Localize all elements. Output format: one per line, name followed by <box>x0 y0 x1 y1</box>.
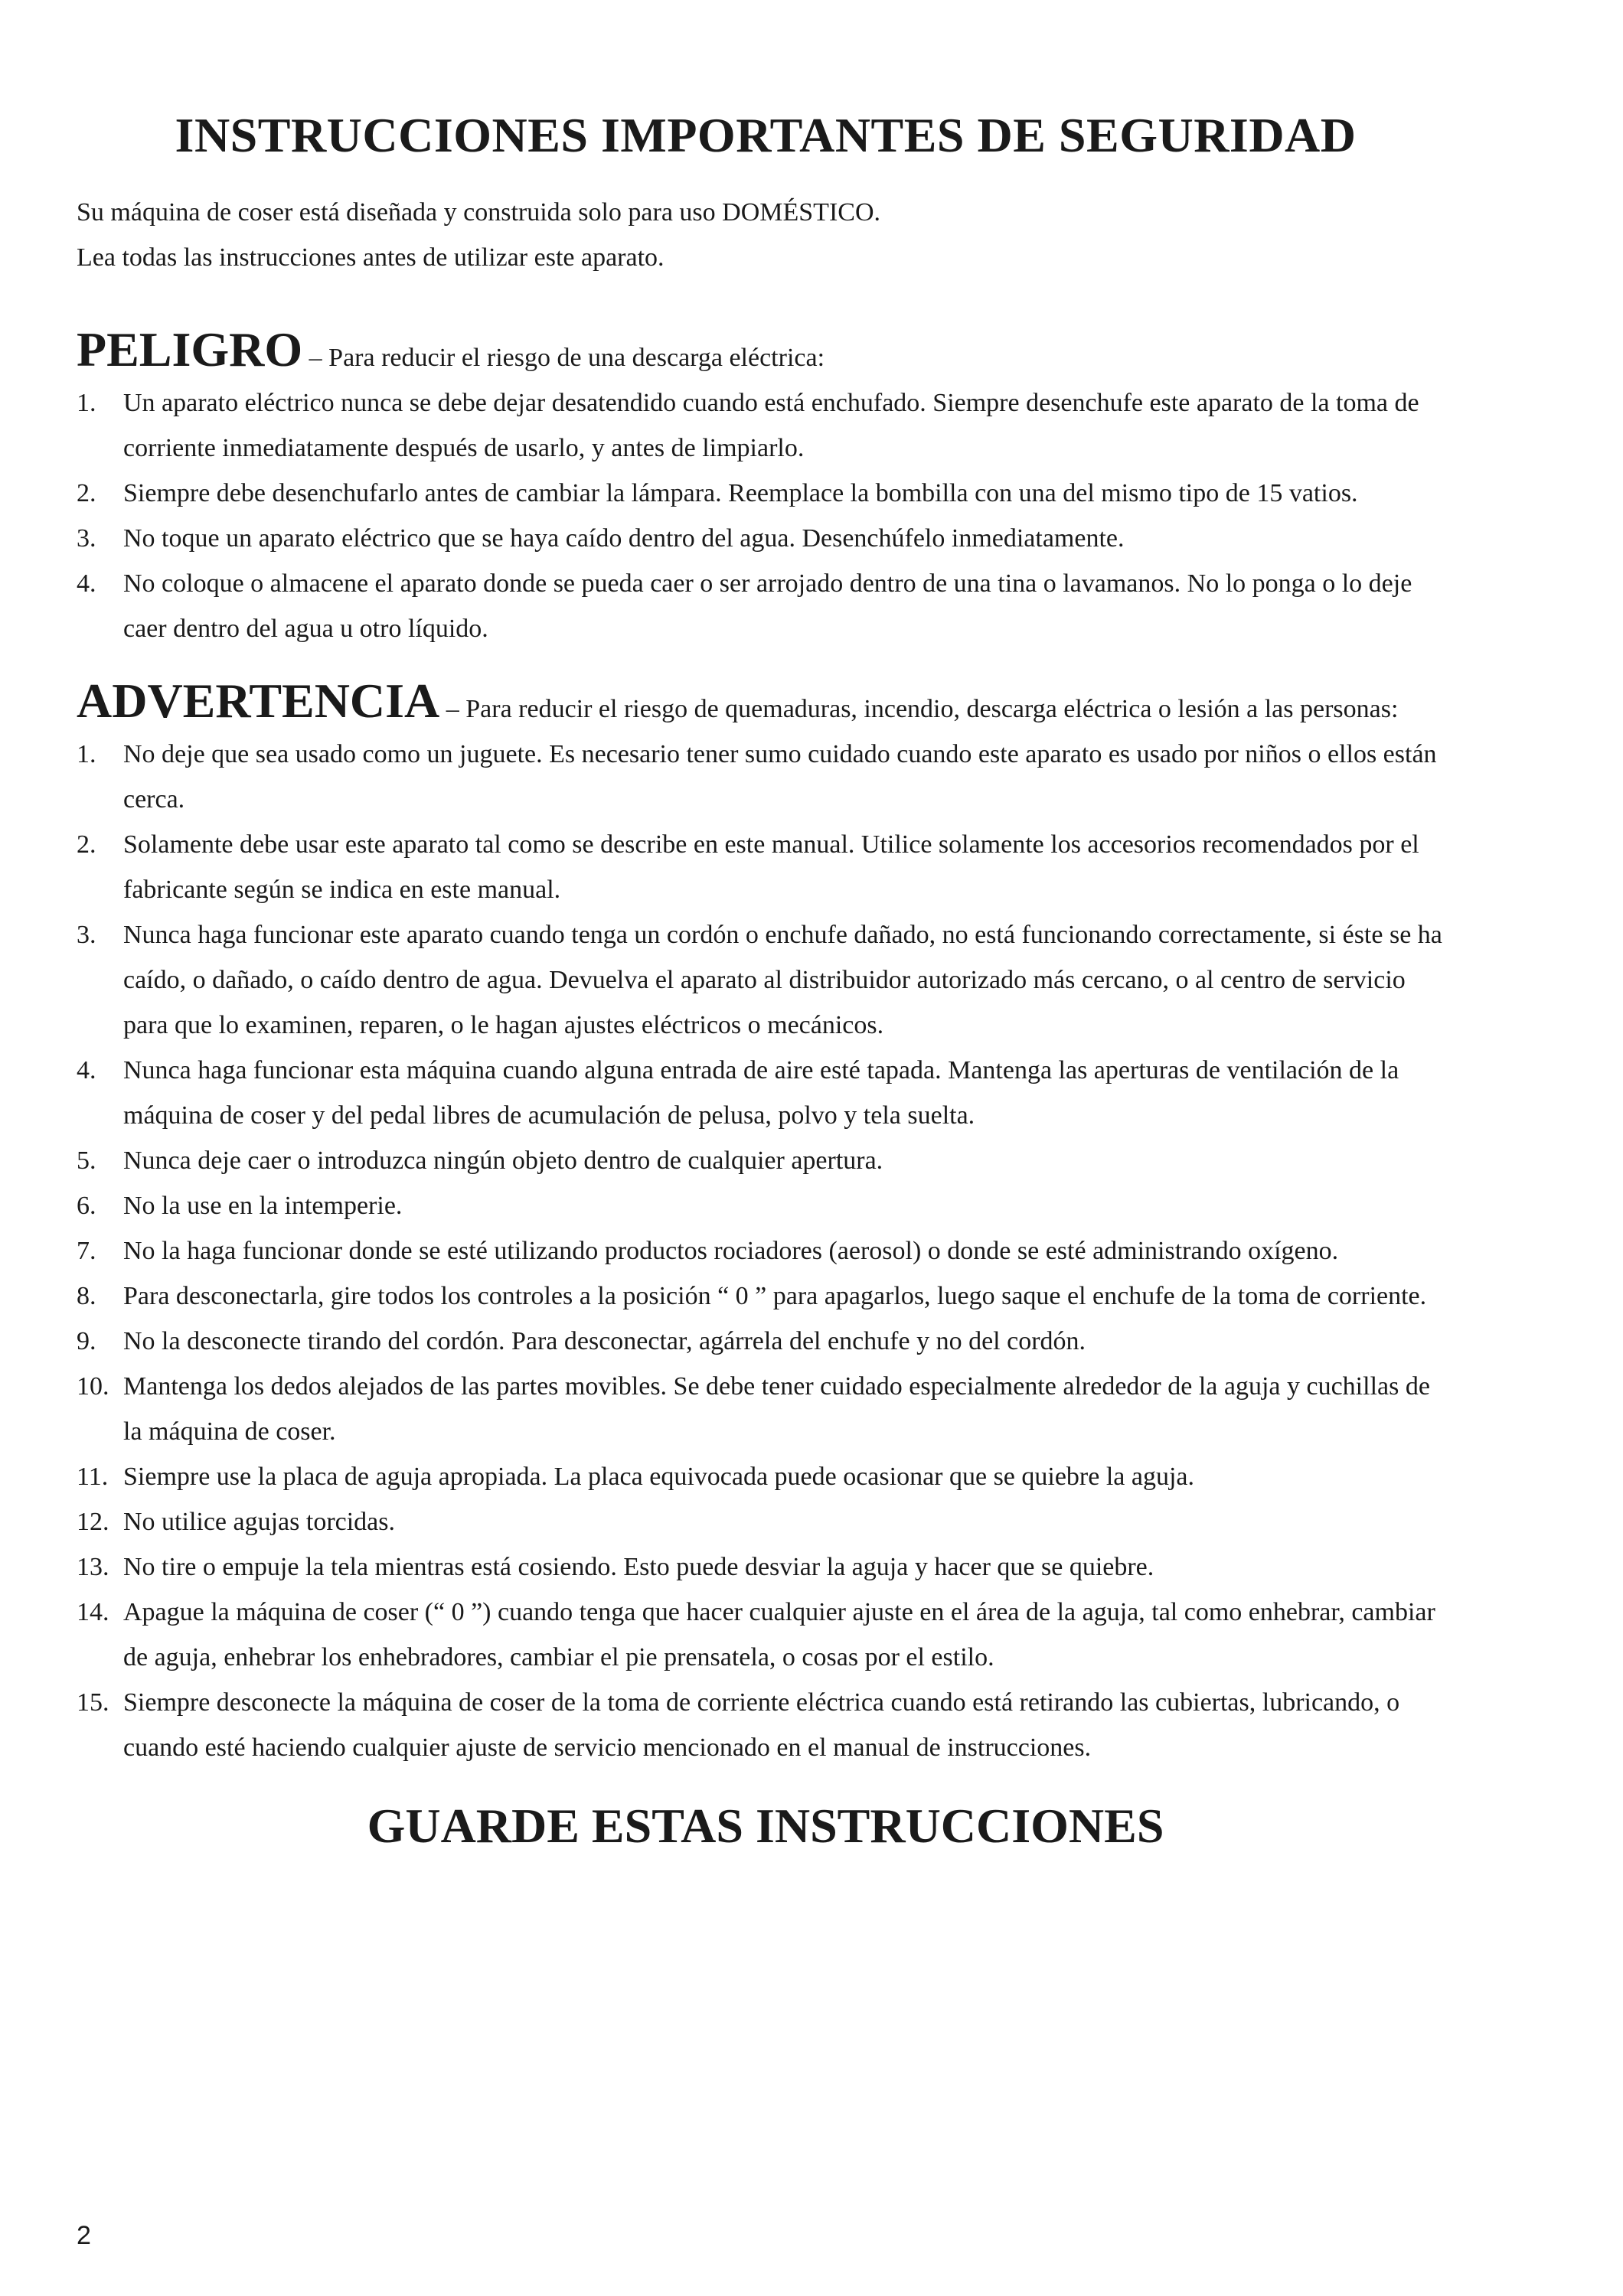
advertencia-list <box>77 732 1455 1770</box>
list-item <box>77 1544 1455 1590</box>
advertencia-keyword: ADVERTENCIA <box>77 673 440 728</box>
list-item <box>77 1680 1455 1770</box>
item-number: 1. <box>77 740 96 768</box>
item-number: 10. <box>77 1372 109 1401</box>
item-text: Siempre debe desenchufarlo antes de cambiar la lámpara. Reemplace la bombilla con una del mismo tipo de 15 vatios. <box>123 479 1358 507</box>
page-title: INSTRUCCIONES IMPORTANTES DE SEGURIDAD <box>175 108 1357 162</box>
peligro-keyword: PELIGRO <box>77 322 303 377</box>
item-number: 4. <box>77 1056 96 1084</box>
item-text: No deje que sea usado como un juguete. Es necesario tener sumo cuidado cuando este aparato es usado por niños o ellos están cerca. <box>123 740 1437 814</box>
item-number: 14. <box>77 1598 109 1626</box>
advertencia-heading <box>77 674 1455 732</box>
list-item <box>77 732 1455 822</box>
list-item <box>77 1048 1455 1138</box>
item-text: Para desconectarla, gire todos los controles a la posición “ 0 ” para apagarlos, luego saque el enchufe de la toma de corriente. <box>123 1282 1427 1310</box>
item-text: No coloque o almacene el aparato donde se pueda caer o ser arrojado dentro de una tina o lavamanos. No lo ponga o lo deje caer dentro del agua u otro líquido. <box>123 569 1412 643</box>
item-number: 9. <box>77 1327 96 1355</box>
list-item <box>77 1499 1455 1544</box>
list-item <box>77 1364 1455 1454</box>
item-number: 2. <box>77 479 96 507</box>
item-number: 1. <box>77 389 96 417</box>
item-number: 15. <box>77 1688 109 1717</box>
item-text: No toque un aparato eléctrico que se haya caído dentro del agua. Desenchúfelo inmediatamente. <box>123 524 1125 553</box>
item-text: Nunca haga funcionar este aparato cuando tenga un cordón o enchufe dañado, no está funcionando correctamente, si éste se ha caído, o dañado, o caído dentro de agua. Devuelva el aparato al distribuidor autorizado más cercano, o al centro de servicio para que lo examinen, reparen, o le hagan ajustes eléctricos o mecánicos. <box>123 921 1442 1039</box>
list-item <box>77 1138 1455 1183</box>
page-number: 2 <box>77 2221 91 2250</box>
item-text: No la haga funcionar donde se esté utilizando productos rociadores (aerosol) o donde se esté administrando oxígeno. <box>123 1237 1339 1265</box>
item-text: Nunca deje caer o introduzca ningún objeto dentro de cualquier apertura. <box>123 1146 883 1175</box>
list-item <box>77 1319 1455 1364</box>
advertencia-subtitle: Para reducir el riesgo de quemaduras, incendio, descarga eléctrica o lesión a las personas: <box>465 695 1399 723</box>
list-item <box>77 1590 1455 1680</box>
item-text: Un aparato eléctrico nunca se debe dejar desatendido cuando está enchufado. Siempre desenchufe este aparato de la toma de corriente inmediatamente después de usarlo, y antes de limpiarlo. <box>123 389 1419 462</box>
item-number: 6. <box>77 1192 96 1220</box>
list-item <box>77 471 1455 516</box>
item-number: 3. <box>77 921 96 949</box>
closing-title: GUARDE ESTAS INSTRUCCIONES <box>367 1799 1164 1853</box>
advertencia-dash: – <box>439 695 466 723</box>
item-number: 2. <box>77 830 96 859</box>
item-text: No utilice agujas torcidas. <box>123 1508 396 1536</box>
item-text: Siempre use la placa de aguja apropiada. La placa equivocada puede ocasionar que se quiebre la aguja. <box>123 1463 1195 1491</box>
document-page <box>77 107 1455 1854</box>
item-number: 4. <box>77 569 96 598</box>
list-item <box>77 912 1455 1048</box>
intro-line: Lea todas las instrucciones antes de utilizar este aparato. <box>77 243 665 272</box>
peligro-list <box>77 380 1455 651</box>
intro-block <box>77 190 1455 280</box>
item-text: Mantenga los dedos alejados de las partes movibles. Se debe tener cuidado especialmente alrededor de la aguja y cuchillas de la máquina de coser. <box>123 1372 1430 1446</box>
list-item <box>77 1228 1455 1274</box>
list-item <box>77 561 1455 651</box>
item-number: 8. <box>77 1282 96 1310</box>
item-text: Nunca haga funcionar esta máquina cuando alguna entrada de aire esté tapada. Mantenga las aperturas de ventilación de la máquina de coser y del pedal libres de acumulación de pelusa, polvo y tela suelta. <box>123 1056 1399 1130</box>
item-text: No la desconecte tirando del cordón. Para desconectar, agárrela del enchufe y no del cordón. <box>123 1327 1086 1355</box>
item-text: Solamente debe usar este aparato tal como se describe en este manual. Utilice solamente los accesorios recomendados por el fabricante según se indica en este manual. <box>123 830 1419 904</box>
peligro-heading <box>77 323 1455 380</box>
item-text: Siempre desconecte la máquina de coser de la toma de corriente eléctrica cuando está retirando las cubiertas, lubricando, o cuando esté haciendo cualquier ajuste de servicio mencionado en el manual de instrucciones. <box>123 1688 1400 1762</box>
list-item <box>77 380 1455 471</box>
list-item <box>77 516 1455 561</box>
item-number: 11. <box>77 1463 109 1491</box>
intro-line: Su máquina de coser está diseñada y construida solo para uso DOMÉSTICO. <box>77 198 880 227</box>
list-item <box>77 822 1455 912</box>
item-number: 13. <box>77 1553 109 1581</box>
peligro-dash: – <box>302 344 329 372</box>
item-text: No la use en la intemperie. <box>123 1192 403 1220</box>
list-item <box>77 1274 1455 1319</box>
list-item <box>77 1183 1455 1228</box>
item-number: 12. <box>77 1508 109 1536</box>
peligro-subtitle: Para reducir el riesgo de una descarga eléctrica: <box>328 344 825 372</box>
item-number: 5. <box>77 1146 96 1175</box>
item-number: 7. <box>77 1237 96 1265</box>
list-item <box>77 1454 1455 1499</box>
item-text: No tire o empuje la tela mientras está cosiendo. Esto puede desviar la aguja y hacer que se quiebre. <box>123 1553 1154 1581</box>
item-text: Apague la máquina de coser (“ 0 ”) cuando tenga que hacer cualquier ajuste en el área de la aguja, tal como enhebrar, cambiar de aguja, enhebrar los enhebradores, cambiar el pie prensatela, o cosas por el estilo. <box>123 1598 1435 1671</box>
item-number: 3. <box>77 524 96 553</box>
